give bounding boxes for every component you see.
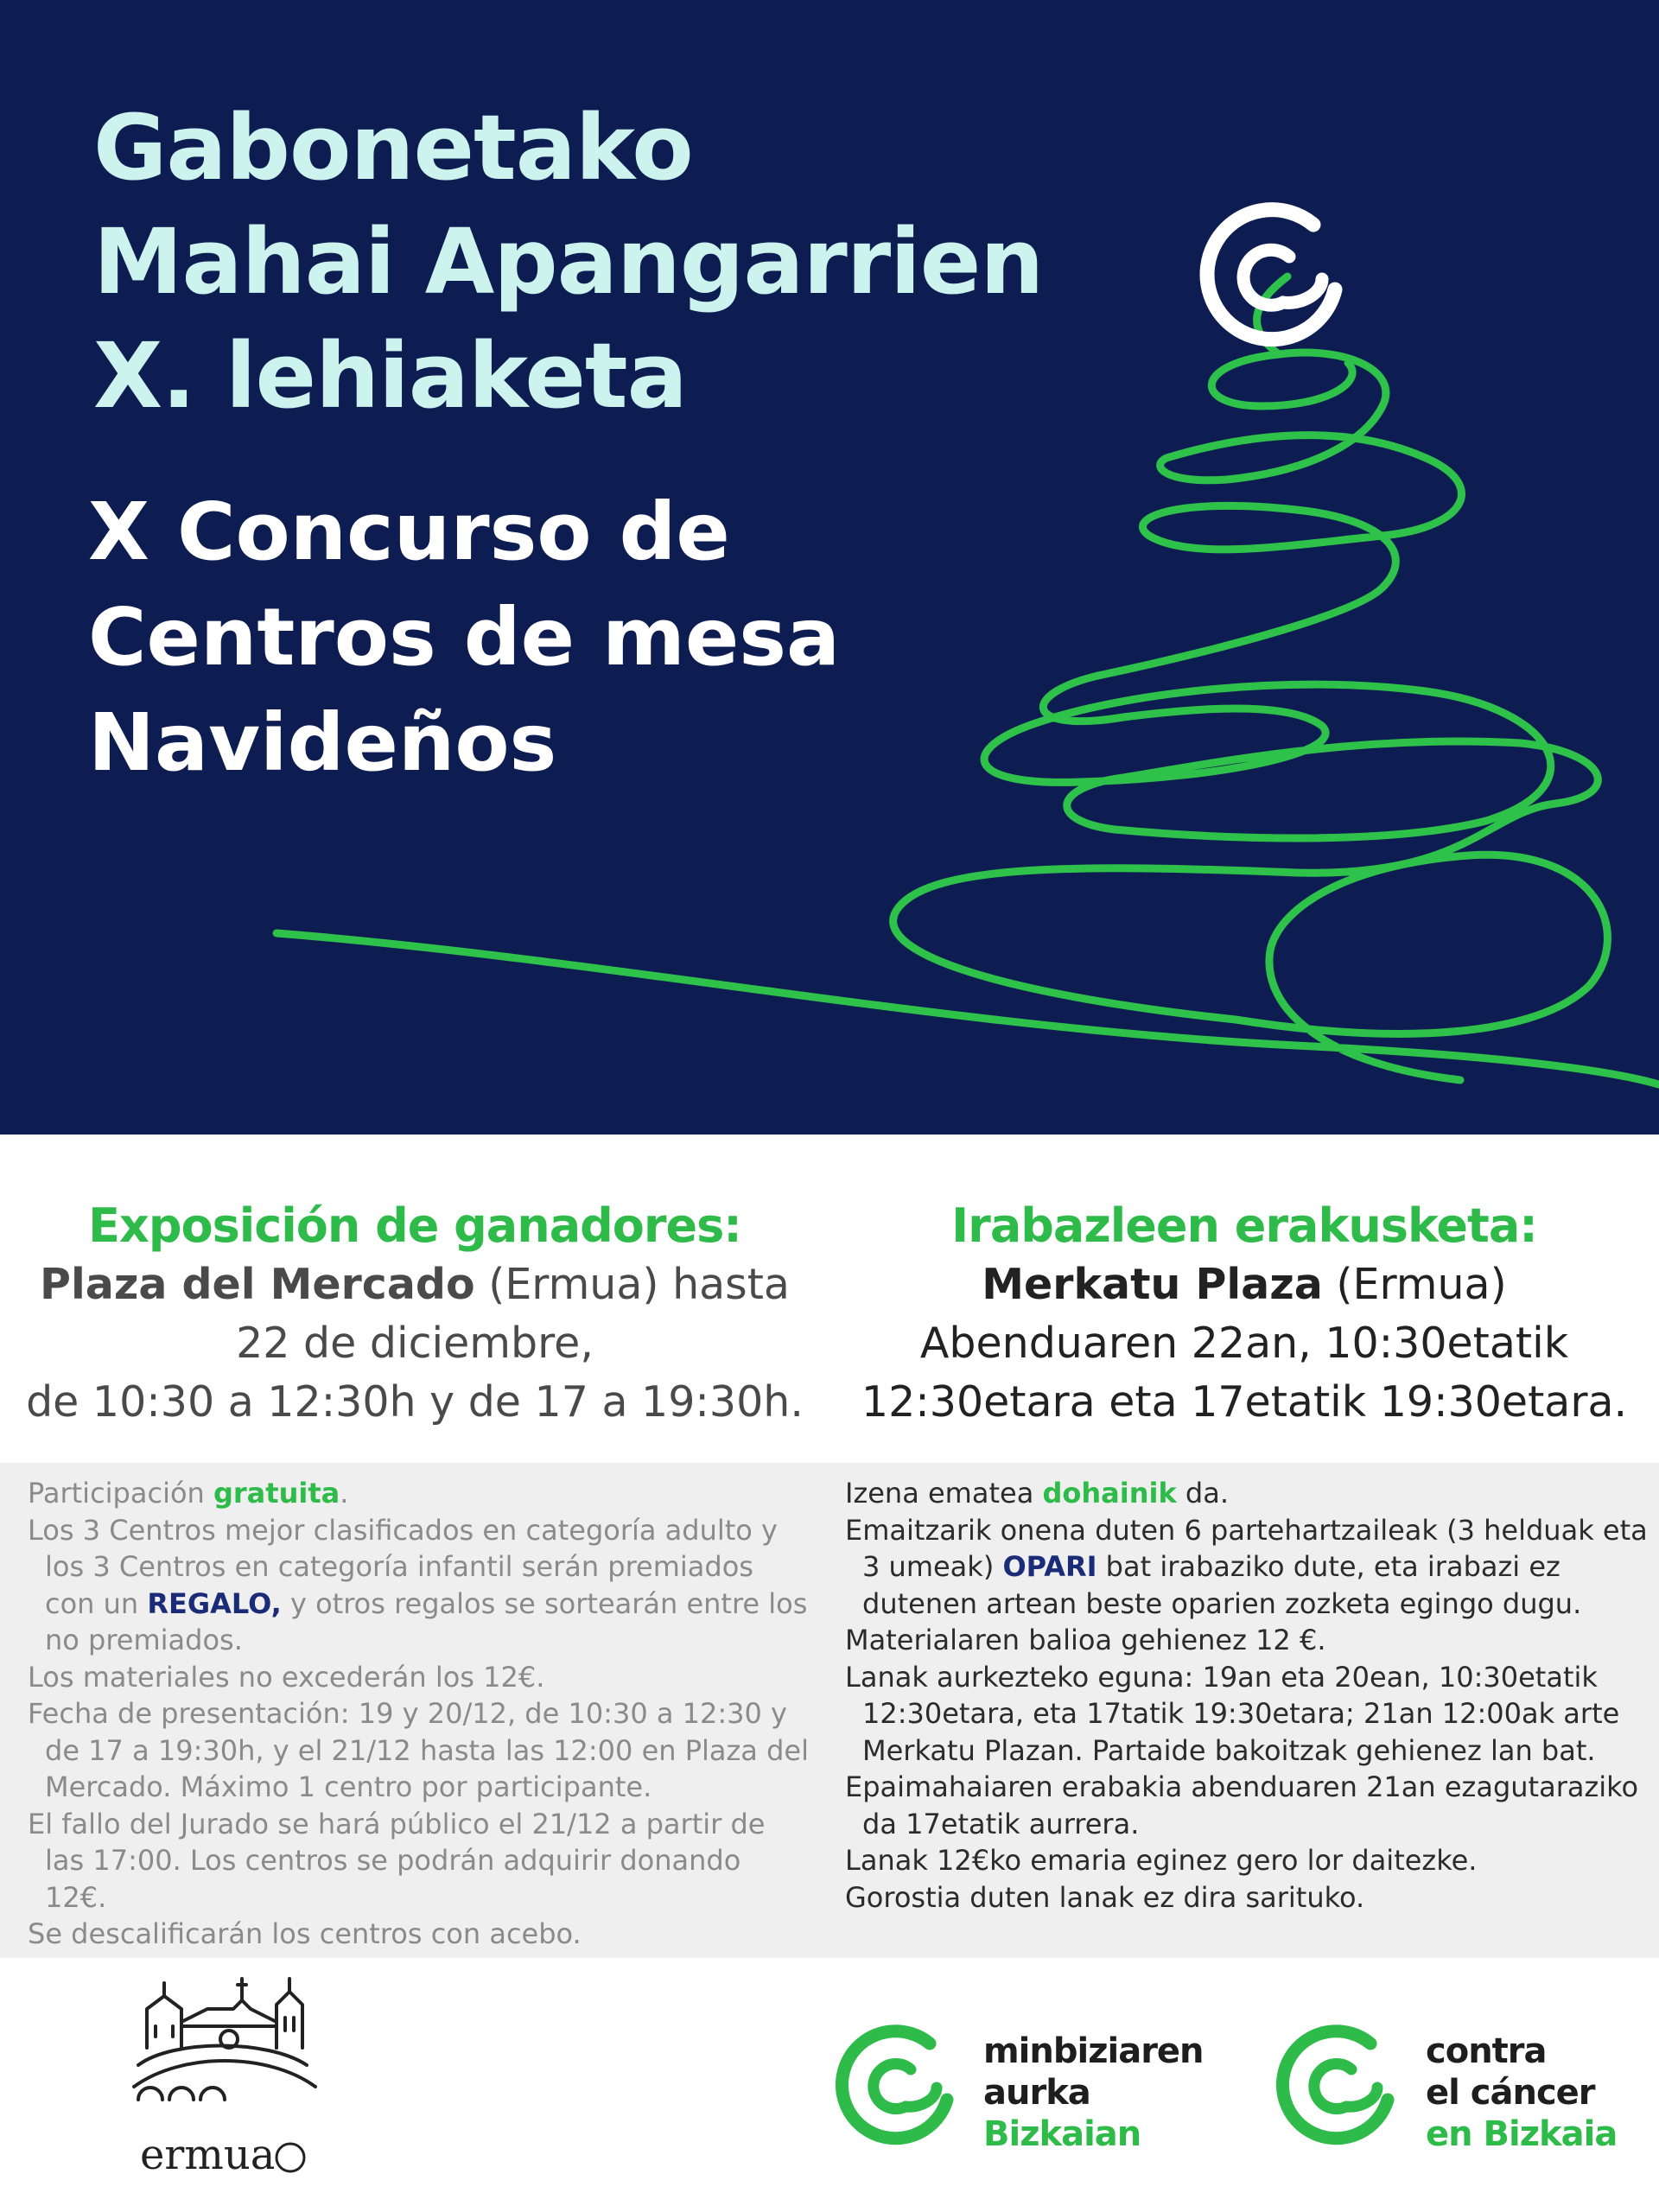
brand-spanish: contra el cáncer en Bizkaia — [1426, 2031, 1618, 2154]
exhibition-heading: Irabazleen erakusketa: — [951, 1198, 1537, 1253]
exhibition-heading: Exposición de ganadores: — [88, 1198, 741, 1253]
cancer-association-logo-icon — [1192, 194, 1357, 359]
rules-spanish — [28, 1475, 810, 1953]
rule-item: Gorostia duten lanak ez dira sarituko. — [845, 1880, 1365, 1914]
rule-item: Fecha de presentación: 19 y 20/12, de 10:30 a 12:30 y de 17 a 19:30h, y el 21/12 hasta las 12:00 en Plaza del Mercado. Máximo 1 centro por participante. — [28, 1697, 809, 1803]
rule-item: Se descalificarán los centros con acebo. — [28, 1917, 582, 1950]
rule-item: Materialaren balioa gehienez 12 €. — [845, 1624, 1326, 1656]
spanish-title-line-1: X Concurso de — [88, 486, 730, 578]
basque-title-line-1: Gabonetako — [93, 95, 693, 200]
exhibition-date: Abenduaren 22an, 10:30etatik — [919, 1319, 1569, 1368]
rule-item: Participación gratuita. — [28, 1477, 349, 1510]
exhibition-basque — [830, 1197, 1659, 1432]
exhibition-date: 22 de diciembre, — [236, 1319, 594, 1368]
rule-item: Los materiales no excederán los 12€. — [28, 1660, 545, 1694]
exhibition-hours: 12:30etara eta 17etatik 19:30etara. — [861, 1377, 1628, 1427]
rule-item: El fallo del Jurado se hará público el 21/12 a partir de las 17:00. Los centros se podrán adquirir donando 12€. — [28, 1807, 766, 1914]
rule-item: Izena ematea dohainik da. — [845, 1477, 1229, 1510]
rule-item: Emaitzarik onena duten 6 partehartzaileak (3 helduak eta 3 umeak) OPARI bat irabaziko dute, eta irabazi ez dutenen artean beste oparien zozketa egingo dugu. — [845, 1513, 1648, 1620]
rules-panel — [0, 1463, 1659, 1958]
spanish-title-line-2: Centros de mesa — [88, 591, 841, 683]
brand-basque: minbiziaren aurka Bizkaian — [983, 2031, 1204, 2154]
rule-item: Epaimahaiaren erabakia abenduaren 21an ezagutaraziko da 17etatik aurrera. — [845, 1770, 1639, 1840]
exhibition-spanish — [0, 1197, 830, 1432]
basque-title-line-3: X. lehiaketa — [93, 323, 687, 429]
ermua-church-logo-icon — [121, 1957, 337, 2203]
rule-item: Lanak 12€ko emaria eginez gero lor daitezke. — [845, 1844, 1478, 1877]
rule-item: Los 3 Centros mejor clasificados en categoría adulto y los 3 Centros en categoría infantil serán premiados con un REGALO, y otros regalos se sortearán entre los no premiados. — [28, 1513, 808, 1656]
svg-text:ermua: ermua — [140, 2131, 276, 2179]
cancer-association-logo-icon — [1275, 2022, 1405, 2152]
rules-basque — [845, 1475, 1649, 1916]
exhibition-place: Plaza del Mercado (Ermua) hasta — [40, 1260, 790, 1309]
rule-item: Lanak aurkezteko eguna: 19an eta 20ean, 10:30etatik 12:30etara, eta 17tatik 19:30etara; 21an 12:00ak arte Merkatu Plazan. Partaide bakoitzak gehienez lan bat. — [845, 1660, 1620, 1767]
cancer-association-logo-icon — [835, 2022, 964, 2152]
exhibition-place: Merkatu Plaza (Ermua) — [982, 1260, 1507, 1309]
exhibition-hours: de 10:30 a 12:30h y de 17 a 19:30h. — [26, 1377, 804, 1427]
basque-title-line-2: Mahai Apangarrien — [93, 209, 1044, 315]
spanish-title-line-3: Navideños — [88, 696, 557, 789]
